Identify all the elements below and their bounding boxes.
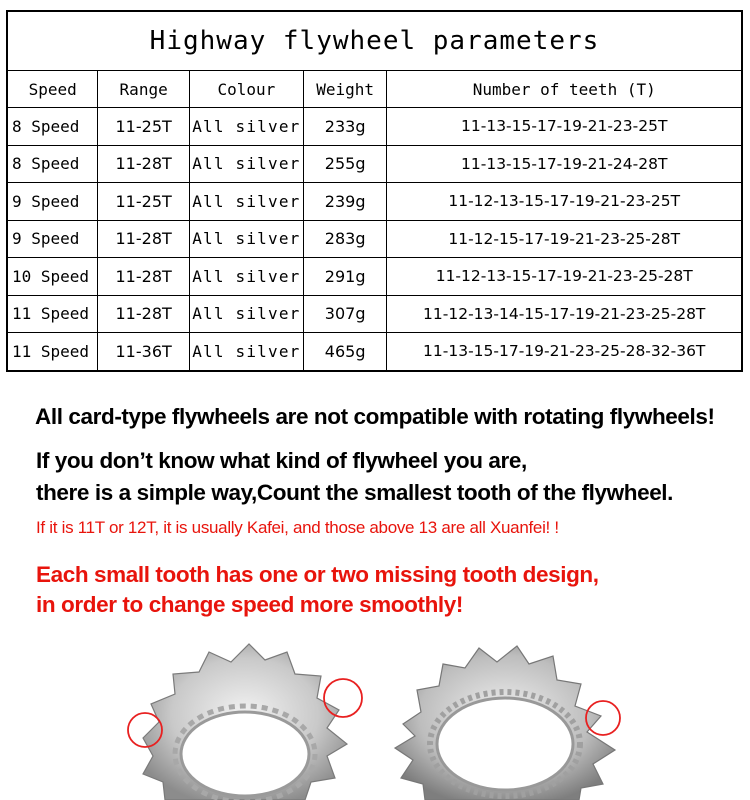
header-colour: Colour <box>189 71 303 108</box>
range-cell: 11-28T <box>98 295 190 333</box>
teeth-cell: 11-12-13-15-17-19-21-23-25-28T <box>387 258 742 296</box>
table-title: Highway flywheel parameters <box>7 11 742 71</box>
colour-cell: All silver <box>189 258 303 296</box>
weight-cell: 283g <box>303 220 387 258</box>
colour-cell: All silver <box>189 220 303 258</box>
speed-cell: 9 Speed <box>7 220 98 258</box>
teeth-cell: 11-12-13-15-17-19-21-23-25T <box>387 183 742 221</box>
speed-cell: 10 Speed <box>7 258 98 296</box>
header-range: Range <box>98 71 190 108</box>
colour-cell: All silver <box>189 145 303 183</box>
teeth-cell: 11-12-15-17-19-21-23-25-28T <box>387 220 742 258</box>
note-unknown-type: If you don’t know what kind of flywheel you are, <box>36 448 527 473</box>
teeth-cell: 11-13-15-17-19-21-23-25-28-32-36T <box>387 333 742 371</box>
note-missing-tooth: Each small tooth has one or two missing tooth design, <box>36 562 599 587</box>
weight-cell: 465g <box>303 333 387 371</box>
range-cell: 11-25T <box>98 108 190 146</box>
speed-cell: 8 Speed <box>7 145 98 183</box>
table-row <box>7 295 742 333</box>
speed-cell: 8 Speed <box>7 108 98 146</box>
colour-cell: All silver <box>189 183 303 221</box>
table-row <box>7 258 742 296</box>
note-compatibility: All card-type flywheels are not compatible with rotating flywheels! <box>35 404 715 429</box>
missing-tooth-highlight <box>324 679 362 717</box>
weight-cell: 307g <box>303 295 387 333</box>
range-cell: 11-28T <box>98 258 190 296</box>
table-row <box>7 183 742 221</box>
header-weight: Weight <box>303 71 387 108</box>
header-teeth: Number of teeth (T) <box>387 71 742 108</box>
table-row <box>7 145 742 183</box>
note-kafei-xuanfei: If it is 11T or 12T, it is usually Kafei, and those above 13 are all Xuanfei! ! <box>36 518 559 537</box>
flywheel-parameters-table <box>6 10 743 372</box>
right-cog <box>395 646 620 800</box>
range-cell: 11-25T <box>98 183 190 221</box>
weight-cell: 255g <box>303 145 387 183</box>
teeth-cell: 11-13-15-17-19-21-24-28T <box>387 145 742 183</box>
right-cog-hole <box>437 698 573 790</box>
note-shift-smoothly: in order to change speed more smoothly! <box>36 592 463 617</box>
weight-cell: 233g <box>303 108 387 146</box>
cassette-cog-photo <box>125 632 645 800</box>
speed-cell: 11 Speed <box>7 333 98 371</box>
teeth-cell: 11-13-15-17-19-21-23-25T <box>387 108 742 146</box>
header-speed: Speed <box>7 71 98 108</box>
range-cell: 11-36T <box>98 333 190 371</box>
table-row <box>7 333 742 371</box>
weight-cell: 239g <box>303 183 387 221</box>
colour-cell: All silver <box>189 108 303 146</box>
table-row <box>7 108 742 146</box>
table-title-row <box>7 11 742 71</box>
range-cell: 11-28T <box>98 145 190 183</box>
speed-cell: 9 Speed <box>7 183 98 221</box>
note-count-tooth: there is a simple way,Count the smallest tooth of the flywheel. <box>36 480 674 505</box>
table-header-row <box>7 71 742 108</box>
weight-cell: 291g <box>303 258 387 296</box>
teeth-cell: 11-12-13-14-15-17-19-21-23-25-28T <box>387 295 742 333</box>
speed-cell: 11 Speed <box>7 295 98 333</box>
left-cog <box>128 644 362 800</box>
colour-cell: All silver <box>189 295 303 333</box>
table-row <box>7 220 742 258</box>
range-cell: 11-28T <box>98 220 190 258</box>
colour-cell: All silver <box>189 333 303 371</box>
left-cog-hole <box>181 712 309 796</box>
